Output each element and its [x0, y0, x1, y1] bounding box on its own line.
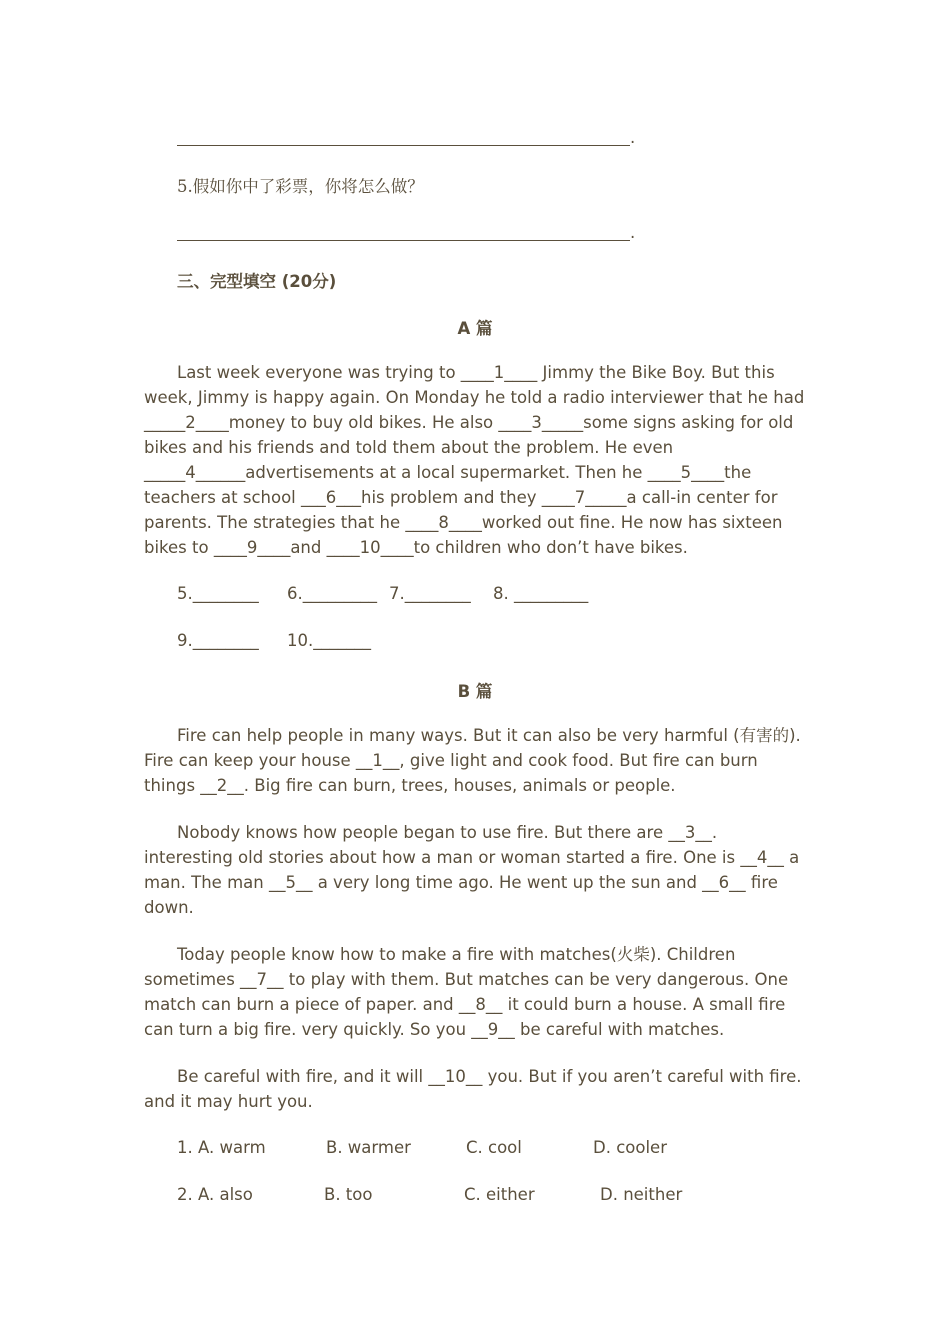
answer-line-1 — [177, 145, 630, 146]
answer-blank[interactable]: 6._________ — [287, 584, 377, 603]
answer-line-2-end: . — [630, 223, 636, 242]
passage-b-paragraph-2: Nobody knows how people began to use fire. But there are __3__. interesting old stories about how a man or woman started a fire. One is __4__ a man. The man __5__ a very long time ago. He went up the sun and __6__ fire down. — [144, 823, 800, 917]
option[interactable]: D. cooler — [593, 1138, 667, 1157]
option[interactable]: 2. A. also — [177, 1185, 253, 1204]
passage-b-paragraph-1: Fire can help people in many ways. But it can also be very harmful (有害的). Fire can keep your house __1__, give light and cook food. But fire can burn things __2__. Big fire can burn, trees, houses, animals or people. — [144, 726, 801, 795]
answer-blank[interactable]: 10._______ — [287, 631, 371, 650]
answer-line-1-end: . — [630, 128, 636, 147]
answer-blank[interactable]: 9.________ — [177, 631, 259, 650]
option[interactable]: B. too — [324, 1185, 373, 1204]
answer-blank[interactable]: 8. _________ — [493, 584, 589, 603]
answer-blank[interactable]: 7.________ — [389, 584, 471, 603]
answer-blank[interactable]: 5.________ — [177, 584, 259, 603]
option[interactable]: 1. A. warm — [177, 1138, 266, 1157]
answer-line-2 — [177, 240, 630, 241]
option[interactable]: C. either — [464, 1185, 535, 1204]
option[interactable]: B. warmer — [326, 1138, 411, 1157]
question-5: 5.假如你中了彩票，你将怎么做？ — [177, 177, 424, 196]
passage-b-paragraph-3: Today people know how to make a fire with matches(火柴). Children sometimes __7__ to play with them. But matches can be very dangerous. One match can burn a piece of paper. and __8__ it could burn a house. A small fire can turn a big fire. very quickly. So you __9__ be careful with matches. — [144, 945, 789, 1039]
section-title: 三、完型填空 (20分) — [177, 272, 337, 291]
passage-a-text: Last week everyone was trying to ____1____ Jimmy the Bike Boy. But this week, Jimmy is happy again. On Monday he told a radio interviewer that he had _____2____money to buy old bikes. He also ____3_____some signs asking for old bikes and his friends and told them about the problem. He even _____4______advertisements at a local supermarket. Then he ____5____the teachers at school ___6___his problem and they ____7_____a call-in center for parents. The strategies that he ____8____worked out fine. He now has sixteen bikes to ____9____and ____10____to children who don’t have bikes. — [144, 363, 805, 557]
passage-b-paragraph-4: Be careful with fire, and it will __10__ you. But if you aren’t careful with fire. and it may hurt you. — [144, 1067, 802, 1111]
option[interactable]: D. neither — [600, 1185, 683, 1204]
passage-b-title: B 篇 — [457, 682, 493, 701]
passage-a-title: A 篇 — [457, 319, 493, 338]
option[interactable]: C. cool — [466, 1138, 522, 1157]
